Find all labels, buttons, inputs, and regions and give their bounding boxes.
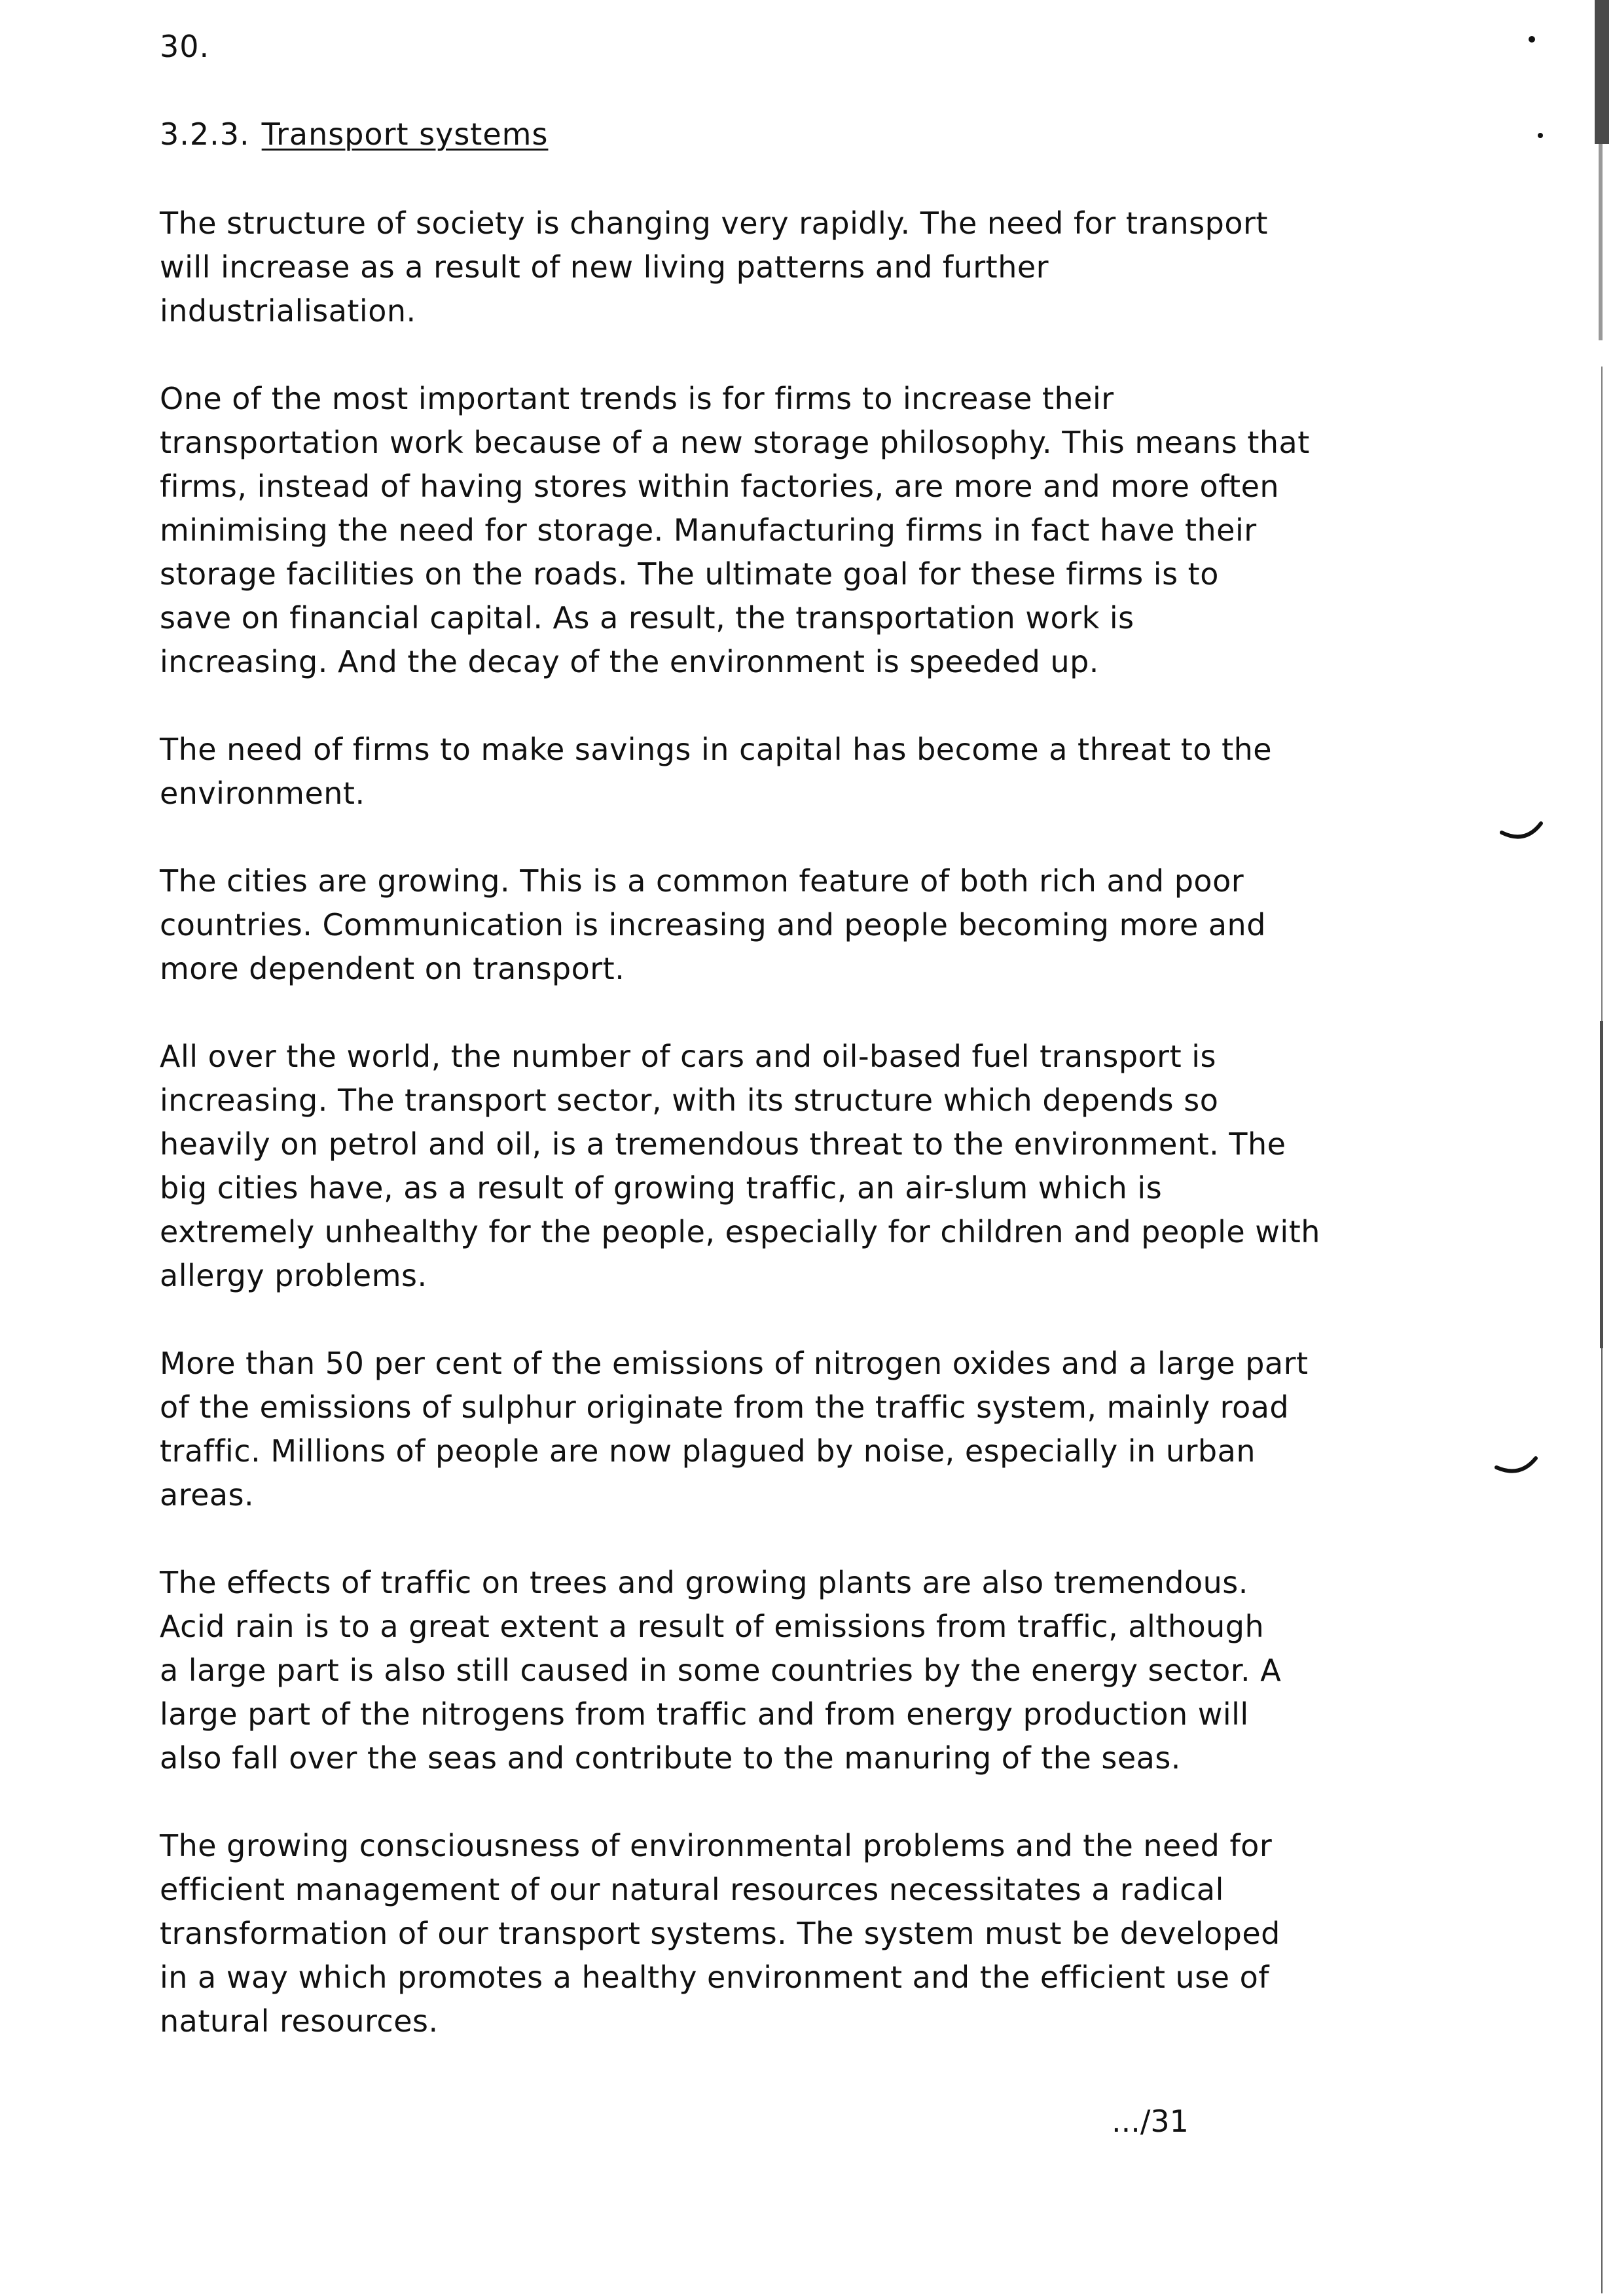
paragraph (160, 377, 1325, 684)
text-line: Acid rain is to a great extent a result of emissions from traffic, although (160, 1609, 1265, 1644)
section-title: Transport systems (261, 117, 549, 152)
text-line: The growing consciousness of environmental problems and the need for (160, 1828, 1273, 1863)
body-text (160, 202, 1325, 2087)
page-continuation: .../31 (1112, 2104, 1189, 2139)
text-line: The need of firms to make savings in capital has become a threat to the (160, 732, 1273, 767)
text-line: The structure of society is changing very rapidly. The need for transport (160, 206, 1268, 241)
paragraph (160, 1342, 1325, 1517)
scan-dot (1525, 33, 1538, 46)
check-mark (1494, 1453, 1540, 1479)
text-line: large part of the nitrogens from traffic and from energy production will (160, 1696, 1249, 1732)
text-line: also fall over the seas and contribute to the manuring of the seas. (160, 1740, 1181, 1776)
scan-edge-marks (1582, 0, 1613, 2293)
text-line: minimising the need for storage. Manufacturing firms in fact have their (160, 512, 1257, 548)
text-line: The effects of traffic on trees and growing plants are also tremendous. (160, 1565, 1248, 1600)
text-line: heavily on petrol and oil, is a tremendous threat to the environment. The (160, 1126, 1286, 1162)
paragraph (160, 1035, 1325, 1298)
text-line: storage facilities on the roads. The ultimate goal for these firms is to (160, 556, 1219, 592)
text-line: natural resources. (160, 2003, 439, 2039)
text-line: increasing. And the decay of the environment is speeded up. (160, 644, 1099, 679)
scan-dot (1536, 131, 1545, 140)
paragraph (160, 728, 1325, 816)
text-line: in a way which promotes a healthy environment and the efficient use of (160, 1960, 1269, 1995)
text-line: allergy problems. (160, 1258, 427, 1293)
text-line: areas. (160, 1477, 255, 1513)
paragraph (160, 1824, 1325, 2043)
text-line: transformation of our transport systems. The system must be developed (160, 1916, 1280, 1951)
page-number: 30. (160, 29, 210, 64)
text-line: save on financial capital. As a result, the transportation work is (160, 600, 1134, 636)
text-line: big cities have, as a result of growing traffic, an air-slum which is (160, 1170, 1163, 1206)
text-line: a large part is also still caused in some countries by the energy sector. A (160, 1653, 1282, 1688)
text-line: More than 50 per cent of the emissions of nitrogen oxides and a large part (160, 1346, 1309, 1381)
text-line: environment. (160, 776, 365, 811)
text-line: firms, instead of having stores within factories, are more and more often (160, 469, 1280, 504)
text-line: The cities are growing. This is a common feature of both rich and poor (160, 863, 1244, 899)
text-line: will increase as a result of new living patterns and further (160, 249, 1049, 285)
text-line: industrialisation. (160, 293, 416, 329)
paragraph (160, 202, 1325, 333)
section-number: 3.2.3. (160, 117, 250, 152)
paragraph (160, 859, 1325, 991)
text-line: extremely unhealthy for the people, especially for children and people with (160, 1214, 1320, 1249)
text-line: One of the most important trends is for firms to increase their (160, 381, 1114, 416)
check-mark (1499, 818, 1545, 844)
text-line: increasing. The transport sector, with its structure which depends so (160, 1083, 1219, 1118)
scan-edge-artifacts (1582, 0, 1613, 2293)
text-line: efficient management of our natural resources necessitates a radical (160, 1872, 1224, 1907)
text-line: traffic. Millions of people are now plagued by noise, especially in urban (160, 1433, 1256, 1469)
paragraph (160, 1561, 1325, 1780)
section-heading (160, 117, 548, 152)
text-line: countries. Communication is increasing and people becoming more and (160, 907, 1266, 942)
text-line: All over the world, the number of cars and oil-based fuel transport is (160, 1039, 1216, 1074)
text-line: transportation work because of a new storage philosophy. This means that (160, 425, 1310, 460)
text-line: of the emissions of sulphur originate from the traffic system, mainly road (160, 1390, 1290, 1425)
text-line: more dependent on transport. (160, 951, 625, 986)
